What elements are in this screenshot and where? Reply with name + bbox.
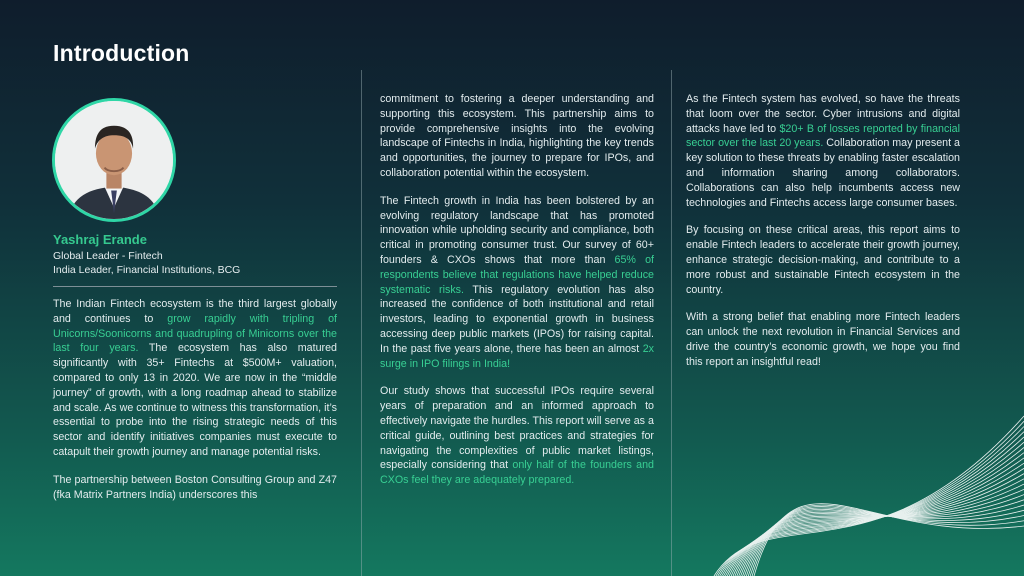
paragraph: By focusing on these critical areas, this report aims to enable Fintech leaders to accelerate their growth journey, enhance strategic decision-making, and contribute to a more robust and sustainable Fintech ecosystem in the country. xyxy=(686,224,960,296)
paragraph: The partnership between Boston Consulting Group and Z47 (fka Matrix Partners India) underscores this xyxy=(53,473,337,501)
column-1 xyxy=(53,297,337,515)
paragraph xyxy=(53,297,337,460)
text-run: Collaboration may present a key solution to these threats by enabling faster escalation and information sharing among collaborators. Collaborations can also help incumbents access new technologies and Fintechs access large consumer bases. xyxy=(686,137,960,209)
paragraph xyxy=(380,384,654,488)
portrait-photo xyxy=(52,98,176,222)
wave-line xyxy=(731,463,1024,576)
wave-line xyxy=(720,432,1024,576)
highlight-text: only half of the founders and CXOs feel they are adequately prepared. xyxy=(380,459,654,487)
column-divider-1 xyxy=(361,70,362,576)
paragraph: commitment to fostering a deeper understanding and supporting this ecosystem. This partnership aims to provide comprehensive insights into the evolving landscape of Fintechs in India, highlighting the key trends and opportunities, the journey to prepare for IPOs, and collaboration potential within the ecosystem. xyxy=(380,93,654,179)
highlight-text: $20+ B of losses reported by financial sector over the last 20 years. xyxy=(686,122,960,150)
paragraph xyxy=(686,92,960,210)
wave-lines-decoration xyxy=(704,386,1024,576)
column-3 xyxy=(686,92,960,383)
wave-line xyxy=(733,468,1024,576)
text-run: This regulatory evolution has also increased the confidence of both institutional and retail investors, leading to exponential growth in business accessing deep public markets (IPOs) for raising capital. In the past five years alone, there has been an almost xyxy=(380,283,654,355)
text-run: The Indian Fintech ecosystem is the third largest globally and continues to xyxy=(53,298,337,325)
text-run: As the Fintech system has evolved, so have the threats that loom over the sector. Cyber intrusions and digital attacks have led to xyxy=(686,93,960,135)
highlight-text: grow rapidly with tripling of Unicorns/Soonicorns and quadrupling of Minicorns over the last four years. xyxy=(53,312,337,355)
text-run: The Fintech growth in India has been bolstered by an evolving regulatory landscape that has promoted innovation while upholding security and compliance, both critical in promoting consumer trust. Our survey of 60+ founders & CXOs shows that more than xyxy=(380,194,654,266)
highlight-text: 65% of respondents believe that regulations have helped reduce systematic risks. xyxy=(380,253,654,296)
paragraph: With a strong belief that enabling more Fintech leaders can unlock the next revolution in Financial Services and drive the country’s economic growth, we hope you find this report an insightful read! xyxy=(686,311,960,368)
column-2 xyxy=(380,92,654,501)
wave-line xyxy=(722,437,1024,576)
author-name: Yashraj Erande xyxy=(53,232,147,247)
portrait-icon xyxy=(55,101,173,219)
text-run: Our study shows that successful IPOs require several years of preparation and an informed approach to effectively navigate the hurdles. This report will serve as a critical guide, outlining best practices and strategies for navigating the complexities of public market listings, especially considering that xyxy=(380,385,654,472)
page-title: Introduction xyxy=(53,40,190,66)
wave-line xyxy=(718,426,1024,576)
paragraph xyxy=(380,194,654,372)
highlight-text: 2x surge in IPO filings in India! xyxy=(380,342,654,370)
author-role-1: Global Leader - Fintech xyxy=(53,250,163,262)
divider xyxy=(53,286,337,287)
author-role-2: India Leader, Financial Institutions, BCG xyxy=(53,264,241,276)
text-run: The ecosystem has also matured significantly with 35+ Fintechs at $500M+ valuation, compared to only 13 in 2020. We are now in the “middle journey” of growth, with a long roadmap ahead to stabilize and scale. As we continue to witness this transformation, it’s essential to probe into the rising strategic needs of this sector and identify initiatives companies must execute to catapult their growth journey and manage potential risks. xyxy=(53,342,337,458)
wave-line xyxy=(744,500,1024,576)
column-divider-2 xyxy=(671,70,672,576)
